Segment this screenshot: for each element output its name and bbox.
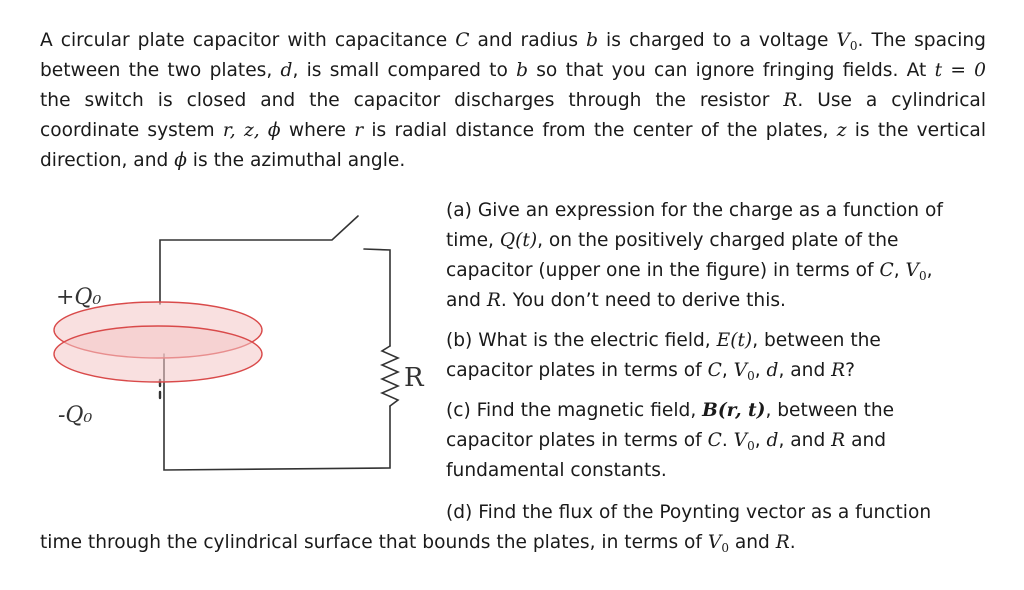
resistor-icon [382,346,398,406]
part-a-line-2: time, Q(t), on the positively charged plate of the [446,230,899,251]
lower-plate [54,326,262,382]
part-d-line-1: (d) Find the flux of the Poynting vector as a function [446,502,932,523]
intro-line-5: direction, and ϕ is the azimuthal angle. [40,150,406,171]
intro-line-1: A circular plate capacitor with capacitance C and radius b is charged to a voltage $V_0$. The spacing [40,30,986,53]
part-b-line-2: capacitor plates in terms of C, $V_0$, d, and R? [446,360,856,383]
sym-c: C [455,30,470,51]
intro-line-2: between the two plates, d, is small compared to b so that you can ignore fringing fields. At t = 0 [40,60,987,81]
part-b-line-1: (b) What is the electric field, E(t), between the [446,330,881,351]
part-a-line-1: (a) Give an expression for the charge as a function of [446,200,943,221]
part-c-line-2: capacitor plates in terms of C. $V_0$, d, and R and [446,430,887,453]
part-a-line-4: and R. You don’t need to derive this. [446,290,786,311]
intro-line-4: coordinate system r, z, ϕ where r is radial distance from the center of the plates, z is the vertical [40,120,986,141]
intro-line-3: the switch is closed and the capacitor discharges through the resistor R. Use a cylindrical [40,90,986,111]
resistor-label: R [404,363,424,393]
sym-b: b [586,30,598,51]
circuit-diagram [40,196,440,486]
part-c-line-1: (c) Find the magnetic field, B(r, t), between the [446,400,895,421]
part-a-line-3: capacitor (upper one in the figure) in terms of C, $V_0$, [446,260,933,283]
plus-q-label: +Q₀ [56,285,102,310]
sym-v0: $V_0$ [836,30,858,53]
minus-q-label: -Q₀ [58,403,93,428]
right-wire-upper [364,249,390,346]
part-c-line-3: fundamental constants. [446,460,667,481]
top-wire-with-switch [160,216,358,304]
part-d-line-2: time through the cylindrical surface that bounds the plates, in terms of $V_0$ and R. [40,532,796,555]
